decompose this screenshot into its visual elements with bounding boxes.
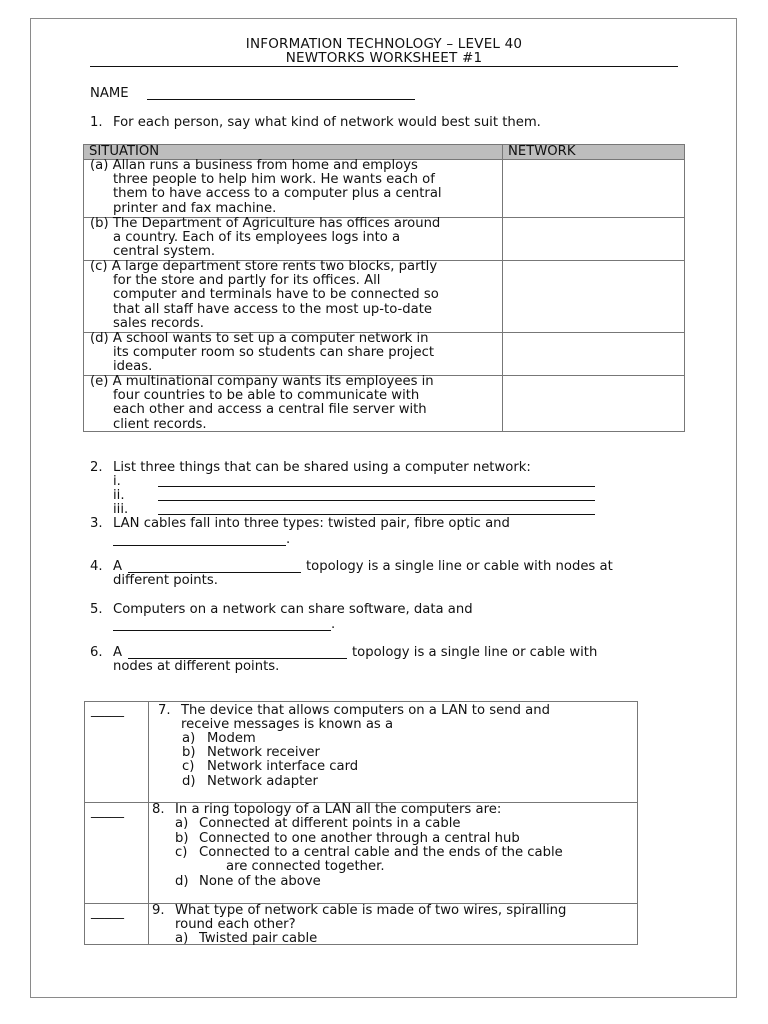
q9-stem-line2: round each other? bbox=[175, 917, 296, 932]
q9-number: 9. bbox=[152, 903, 165, 918]
q3-period: . bbox=[286, 532, 291, 547]
row-e-line1: (e) A multinational company wants its employees in bbox=[90, 374, 434, 389]
q1-text: For each person, say what kind of network would best suit them. bbox=[113, 115, 541, 130]
q5-number: 5. bbox=[90, 602, 103, 617]
q4-line2: different points. bbox=[113, 573, 218, 588]
q9-answer-blank[interactable]: _____ bbox=[91, 905, 124, 920]
q2-item-i: i. bbox=[113, 474, 121, 489]
q2-answer-line-i[interactable] bbox=[158, 486, 595, 487]
row-a-line1: (a) Allan runs a business from home and employs bbox=[90, 158, 418, 173]
q4-pre: A bbox=[113, 559, 123, 574]
q7-answer-blank[interactable]: _____ bbox=[91, 703, 124, 718]
row-c-line4: that all staff have access to the most up-to-date bbox=[113, 302, 433, 317]
q7-stem-line1: The device that allows computers on a LAN to send and bbox=[181, 703, 550, 718]
row-e-line4: client records. bbox=[113, 417, 207, 432]
q8-option-c-letter: c) bbox=[175, 845, 188, 860]
q5-period: . bbox=[331, 617, 336, 632]
row-b-line2: a country. Each of its employees logs into a bbox=[113, 230, 401, 245]
name-label: NAME bbox=[90, 86, 129, 101]
q8-option-d[interactable]: None of the above bbox=[199, 874, 321, 889]
q7-option-d-letter: d) bbox=[182, 774, 196, 789]
q2-item-iii: iii. bbox=[113, 502, 129, 517]
q6-pre: A bbox=[113, 645, 123, 660]
q7-option-d[interactable]: Network adapter bbox=[207, 774, 318, 789]
q3-answer-line[interactable] bbox=[113, 545, 286, 546]
row-d-line3: ideas. bbox=[113, 359, 153, 374]
row-c-line1: (c) A large department store rents two blocks, partly bbox=[90, 259, 438, 274]
q2-item-ii: ii. bbox=[113, 488, 125, 503]
q2-text: List three things that can be shared using a computer network: bbox=[113, 460, 531, 475]
q7-option-b-letter: b) bbox=[182, 745, 196, 760]
q3-number: 3. bbox=[90, 516, 103, 531]
q7-option-b[interactable]: Network receiver bbox=[207, 745, 320, 760]
q8-option-c-line1[interactable]: Connected to a central cable and the ends of the cable bbox=[199, 845, 563, 860]
q8-option-c-line2[interactable]: are connected together. bbox=[226, 859, 385, 874]
row-a-line4: printer and fax machine. bbox=[113, 201, 277, 216]
row-e-line2: four countries to be able to communicate with bbox=[113, 388, 420, 403]
q8-option-a-letter: a) bbox=[175, 816, 189, 831]
q8-stem: In a ring topology of a LAN all the computers are: bbox=[175, 802, 502, 817]
q7-number: 7. bbox=[158, 703, 171, 718]
row-b-line3: central system. bbox=[113, 244, 216, 259]
row-d-line1: (d) A school wants to set up a computer network in bbox=[90, 331, 429, 346]
q2-answer-line-ii[interactable] bbox=[158, 500, 595, 501]
q6-line2: nodes at different points. bbox=[113, 659, 280, 674]
q4-number: 4. bbox=[90, 559, 103, 574]
row-e-line3: each other and access a central file server with bbox=[113, 402, 427, 417]
q6-post: topology is a single line or cable with bbox=[352, 645, 598, 660]
q3-text: LAN cables fall into three types: twisted pair, fibre optic and bbox=[113, 516, 510, 531]
q8-option-b-letter: b) bbox=[175, 831, 189, 846]
q8-option-a[interactable]: Connected at different points in a cable bbox=[199, 816, 461, 831]
q7-option-a-letter: a) bbox=[182, 731, 196, 746]
q7-option-c[interactable]: Network interface card bbox=[207, 759, 359, 774]
row-c-line2: for the store and partly for its offices. All bbox=[113, 273, 381, 288]
name-blank-line[interactable] bbox=[147, 99, 415, 100]
q9-option-a-letter: a) bbox=[175, 931, 189, 946]
q5-answer-line[interactable] bbox=[113, 630, 331, 631]
q9-option-a[interactable]: Twisted pair cable bbox=[199, 931, 318, 946]
q8-number: 8. bbox=[152, 802, 165, 817]
row-c-line5: sales records. bbox=[113, 316, 204, 331]
q2-number: 2. bbox=[90, 460, 103, 475]
row-c-line3: computer and terminals have to be connected so bbox=[113, 287, 439, 302]
q9-stem-line1: What type of network cable is made of two wires, spiralling bbox=[175, 903, 567, 918]
q5-text: Computers on a network can share software, data and bbox=[113, 602, 473, 617]
q4-post: topology is a single line or cable with nodes at bbox=[306, 559, 613, 574]
q6-number: 6. bbox=[90, 645, 103, 660]
row-b-line1: (b) The Department of Agriculture has offices around bbox=[90, 216, 441, 231]
q7-option-a[interactable]: Modem bbox=[207, 731, 256, 746]
q8-answer-blank[interactable]: _____ bbox=[91, 804, 124, 819]
mc-column-divider bbox=[148, 702, 149, 944]
q7-option-c-letter: c) bbox=[182, 759, 195, 774]
table-header-network: NETWORK bbox=[508, 144, 576, 159]
table-column-divider bbox=[502, 145, 503, 431]
worksheet-title-line1: INFORMATION TECHNOLOGY – LEVEL 40 bbox=[245, 36, 523, 52]
row-a-line3: them to have access to a computer plus a central bbox=[113, 186, 442, 201]
q2-answer-line-iii[interactable] bbox=[158, 514, 595, 515]
row-d-line2: its computer room so students can share project bbox=[113, 345, 435, 360]
q8-option-b[interactable]: Connected to one another through a central hub bbox=[199, 831, 520, 846]
q8-option-d-letter: d) bbox=[175, 874, 189, 889]
q7-stem-line2: receive messages is known as a bbox=[181, 717, 394, 732]
row-a-line2: three people to help him work. He wants each of bbox=[113, 172, 435, 187]
worksheet-title-line2: NEWTORKS WORKSHEET #1 bbox=[285, 50, 483, 66]
table-header-situation: SITUATION bbox=[89, 144, 160, 159]
q1-number: 1. bbox=[90, 115, 103, 130]
header-divider bbox=[90, 66, 678, 67]
